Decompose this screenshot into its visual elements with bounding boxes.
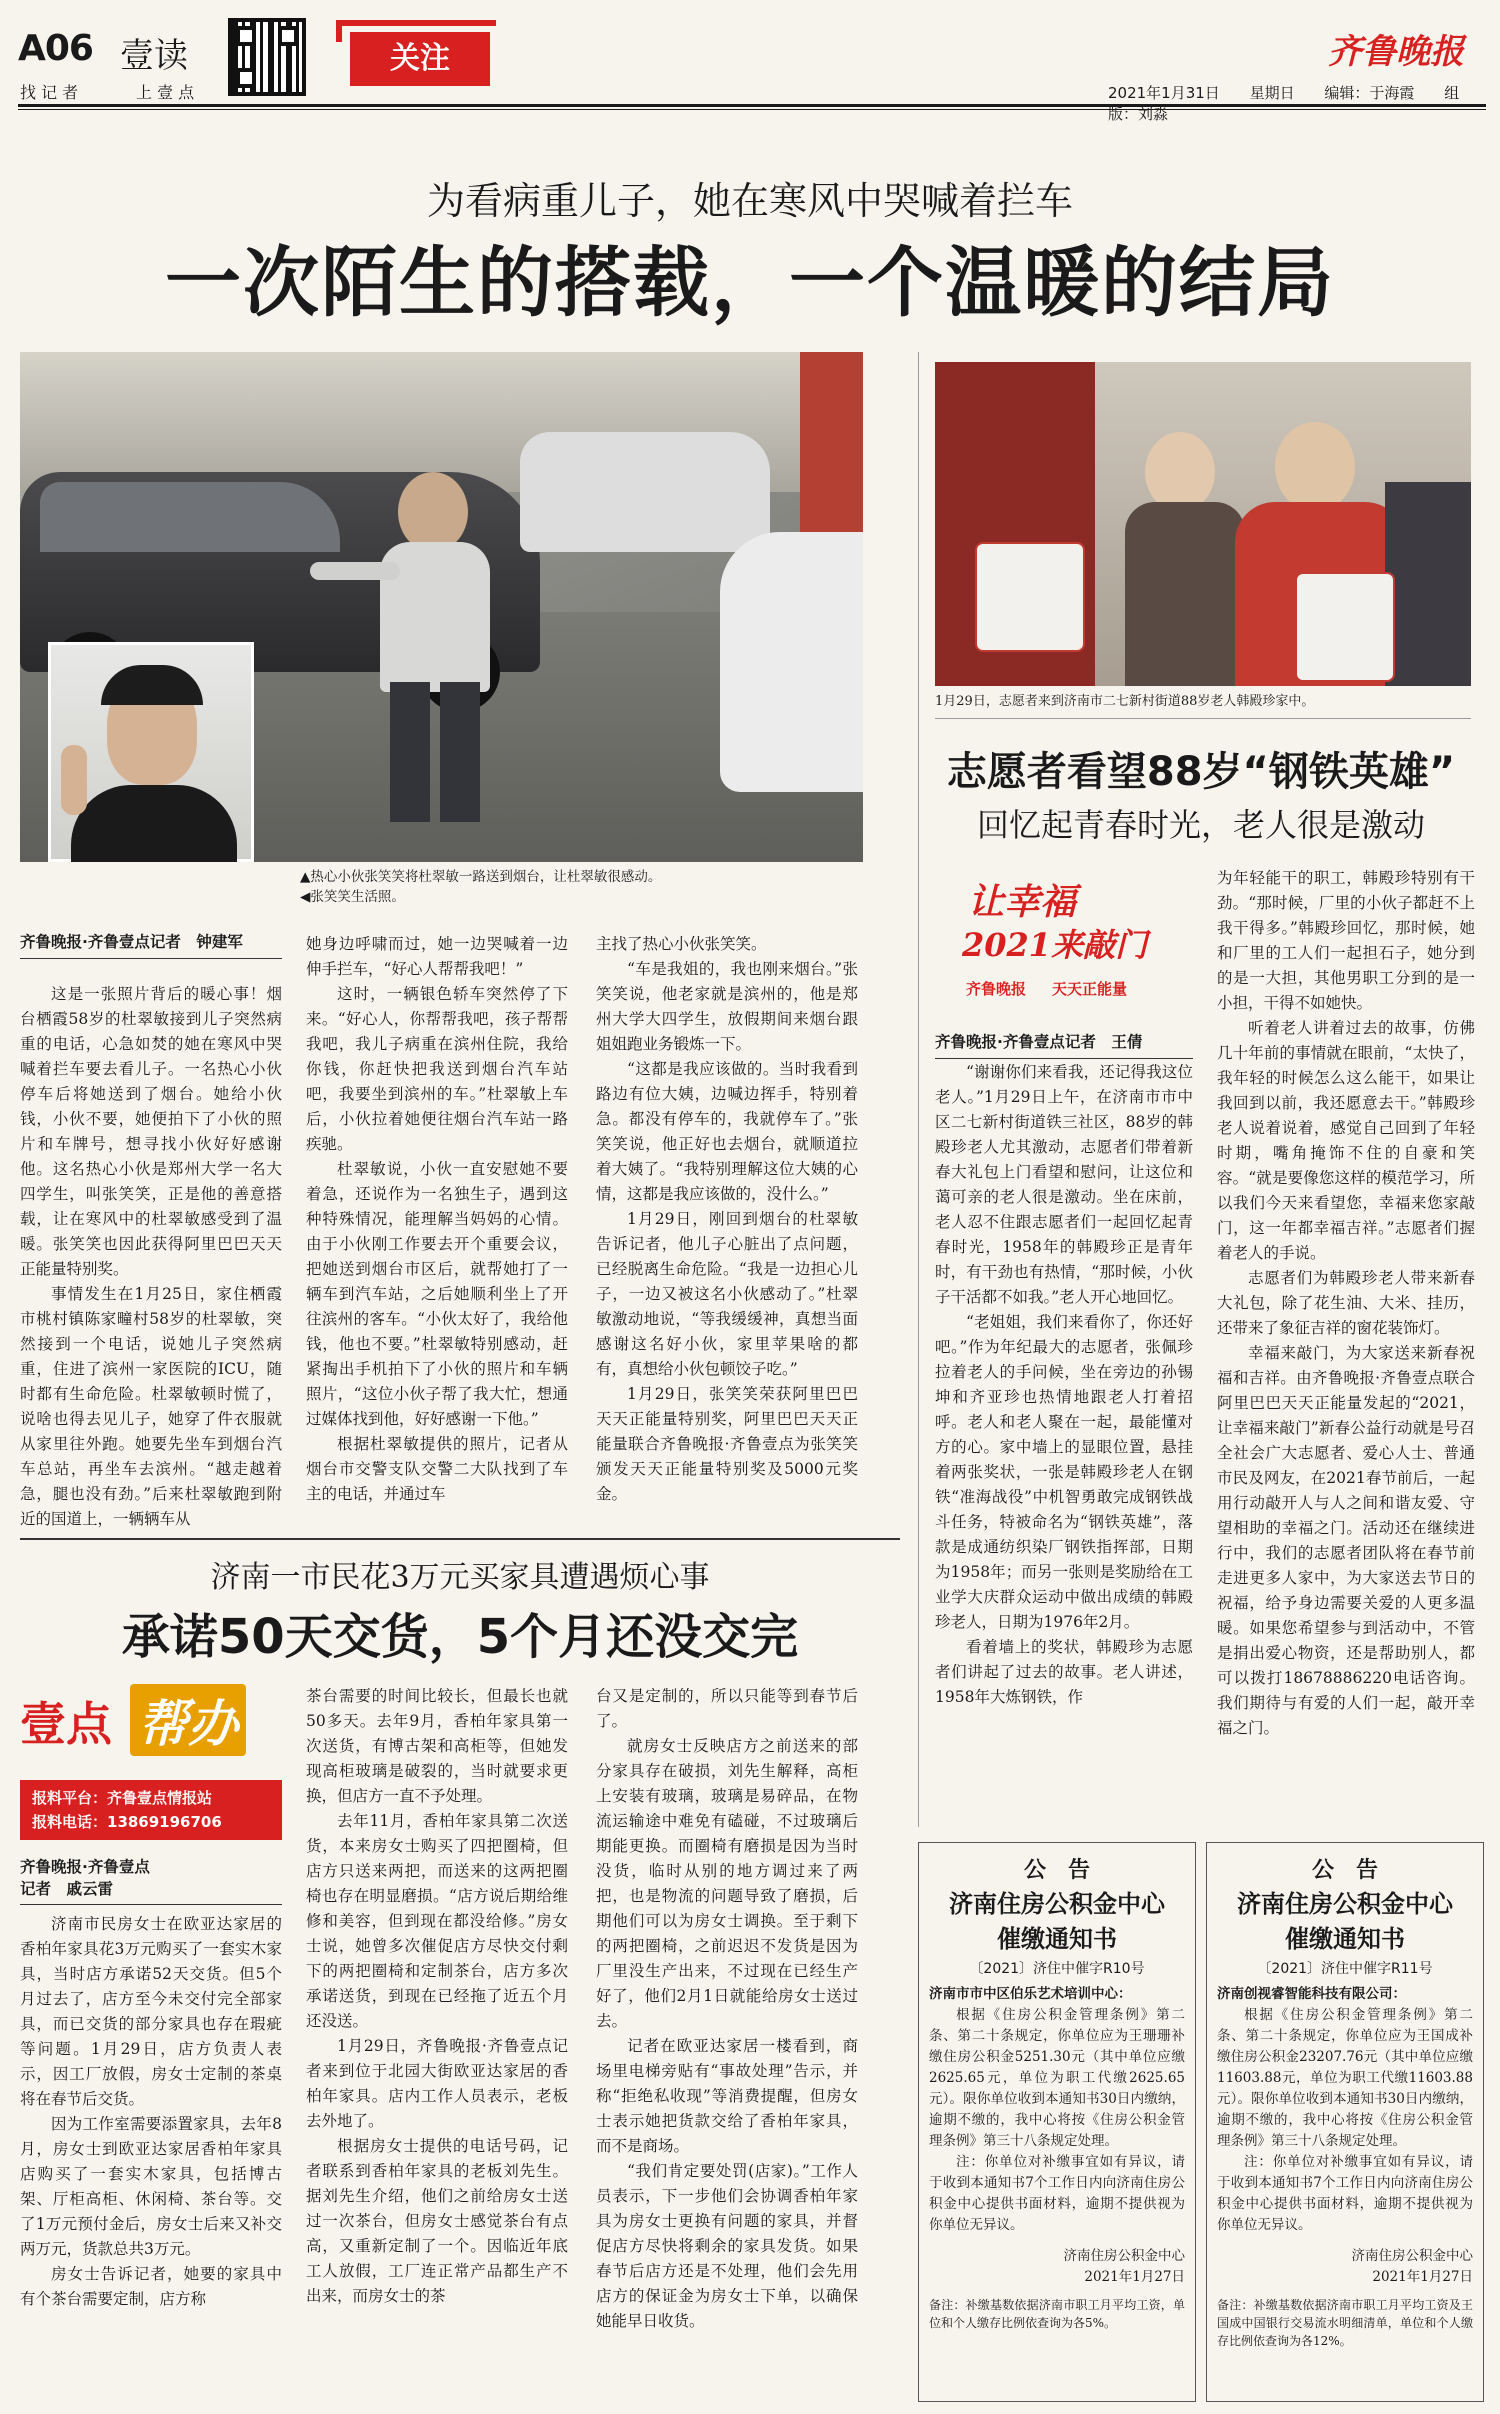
second-kicker: 济南一市民花3万元买家具遭遇烦心事 bbox=[210, 1560, 710, 1595]
notice-1-date: 2021年1月27日 bbox=[1084, 2269, 1185, 2285]
lead-col3-p2: “车是我姐的，我也刚来烟台。”张笑笑说，他老家就是滨州的，他是郑州大学大四学生，放假期间来烟台跟姐姐跑业务锻炼一下。 bbox=[596, 960, 858, 1053]
lead-col2-p2: 这时，一辆银色轿车突然停了下来。“好心人，你帮帮我吧，孩子帮帮我吧，我儿子病重在滨州住院，我给你钱，你赶快把我送到烟台汽车站吧，我要坐到滨州的车。”杜翠敏上车后，小伙拉着她便往烟台汽车站一路疾驰。 bbox=[306, 985, 568, 1153]
tag-corner-line-top bbox=[336, 20, 496, 26]
notice-1-recipient: 济南市市中区伯乐艺术培训中心： bbox=[929, 1986, 1132, 2002]
second-col3-p4: “我们肯定要处罚(店家)。”工作人员表示，下一步他们会协调香柏年家具为房女士更换有问题的家具，并督促店方尽快将剩余的家具发货。如果春节后店方还是不处理，他们会先用店方的保证金为房女士下单，以确保她能早日收货。 bbox=[596, 2162, 858, 2330]
notice-1-sign: 济南住房公积金中心 bbox=[1063, 2248, 1185, 2264]
issue-date: 2021年1月31日 bbox=[1108, 84, 1220, 102]
lead-column-1 bbox=[20, 982, 282, 1532]
lead-headline: 一次陌生的搭载，一个温暖的结局 bbox=[165, 238, 1335, 327]
right-colb-p4: 幸福来敲门，为大家送来新春祝福和吉祥。由齐鲁晚报·齐鲁壹点联合阿里巴巴天天正能量发起的“2021，让幸福来敲门”新春公益行动就是号召全社会广大志愿者、爱心人士、普通市民及网友，在2021春节前后，一起用行动敲开人与人之间和谐友爱、守望相助的幸福之门。活动还在继续进行中，我们的志愿者团队将在春节前走进更多人家中，为大家送去节日的祝福，给予身边需要关爱的人更多温暖。如果您希望参与到活动中，不管是捐出爱心物资，还是帮助别人，都可以拨打18678886220电话咨询。我们期待与有爱的人们一起，敲开幸福之门。 bbox=[1217, 1344, 1475, 1737]
notice-2-body: 根据《住房公积金管理条例》第二条、第二十条规定，你单位应为王国成补缴住房公积金23207.76元（其中单位应缴11603.88元，单位为职工代缴11603.88元）。限你单位收到本通知书30日内缴纳，逾期不缴的，我中心将按《住房公积金管理条例》第三十八条规定处理。 bbox=[1217, 2007, 1473, 2149]
second-col1-p1: 济南市民房女士在欧亚达家居的香柏年家具花3万元购买了一套实木家具，当时店方承诺52天交货。但5个月过去了，店方至今未交付完全部家具，而已交货的部分家具也存在瑕疵等问题。1月29日，店方负责人表示，因工厂放假，房女士定制的茶桌将在春节后交货。 bbox=[20, 1915, 282, 2108]
badge-line-1: 让幸福 bbox=[968, 881, 1077, 923]
lead-caption-2: ◀张笑笑生活照。 bbox=[300, 889, 405, 905]
lead-col3-p5: 1月29日，张笑笑荣获阿里巴巴天天正能量特别奖，阿里巴巴天天正能量联合齐鲁晚报·齐鲁壹点为张笑笑颁发天天正能量特别奖及5000元奖金。 bbox=[596, 1385, 858, 1503]
report-info-box bbox=[20, 1780, 282, 1840]
lead-col2-p4: 根据杜翠敏提供的照片，记者从烟台市交警支队交警二大队找到了车主的电话，并通过车 bbox=[306, 1435, 568, 1503]
report-phone[interactable]: 报料电话：13869196706 bbox=[32, 1813, 222, 1831]
notice-1-title: 公 告 bbox=[1023, 1858, 1090, 1883]
lead-column-3 bbox=[596, 932, 858, 1507]
notice-2-note: 注：你单位对补缴事宜如有异议，请于收到本通知书7个工作日内向济南住房公积金中心提供书面材料，逾期不提供视为你单位无异议。 bbox=[1217, 2154, 1473, 2233]
right-subhead: 回忆起青春时光，老人很是激动 bbox=[976, 806, 1425, 844]
right-photo-caption: 1月29日，志愿者来到济南市二七新村街道88岁老人韩殿珍家中。 bbox=[935, 694, 1315, 709]
campaign-badge bbox=[948, 866, 1148, 1026]
notice-1-footnote: 备注：补缴基数依据济南市职工月平均工资，单位和个人缴存比例依查询为各5%。 bbox=[929, 2298, 1185, 2330]
second-column-2 bbox=[306, 1684, 568, 2309]
section-name: 壹读 bbox=[120, 36, 188, 76]
right-cola-p2: “老姐姐，我们来看你了，你还好吧。”作为年纪最大的志愿者，张佩珍拉着老人的手问候，坐在旁边的孙锡坤和齐亚珍也热情地跟老人打着招呼。老人和老人聚在一起，最能懂对方的心。家中墙上的显眼位置，悬挂着两张奖状，一张是韩殿珍老人在钢铁“准海战役”中机智勇敢完成钢铁战斗任务，特被命名为“钢铁英雄”，落款是成通纺织染厂钢铁指挥部，日期为1958年；而另一张则是奖励给在工业学大庆群众运动中做出成绩的韩殿珍老人，日期为1976年2月。 bbox=[935, 1313, 1193, 1631]
notice-2-sign: 济南住房公积金中心 bbox=[1351, 2248, 1473, 2264]
lead-column-2 bbox=[306, 932, 568, 1507]
notice-1-doc: 催缴通知书 bbox=[997, 1925, 1117, 1953]
lead-photo bbox=[20, 352, 863, 862]
lead-kicker: 为看病重儿子，她在寒风中哭喊着拦车 bbox=[426, 179, 1073, 223]
second-col3-p3: 记者在欧亚达家居一楼看到，商场里电梯旁贴有“事故处理”告示，并称“拒绝私收现”等消费提醒，但房女士表示她把货款交给了香柏年家具，而不是商场。 bbox=[596, 2037, 858, 2155]
notice-2-title: 公 告 bbox=[1311, 1858, 1378, 1883]
help-logo-part-2: 帮办 bbox=[130, 1684, 246, 1756]
lead-col1-p1: 这是一张照片背后的暖心事！烟台栖霞58岁的杜翠敏接到儿子突然病重的电话，心急如焚的她在寒风中哭喊着拦车要去看儿子。一名热心小伙停车后将她送到了烟台。她给小伙钱，小伙不要，她便拍下了小伙的照片和车牌号，想寻找小伙好好感谢他。这名热心小伙是郑州大学一名大四学生，叫张笑笑，正是他的善意搭载，让在寒风中的杜翠敏感受到了温暖。张笑笑也因此获得阿里巴巴天天正能量特别奖。 bbox=[20, 985, 282, 1278]
lead-col3-p4: 1月29日，刚回到烟台的杜翠敏告诉记者，他儿子心脏出了点问题，已经脱离生命危险。“我是一边担心儿子，一边又被这名小伙感动了。”杜翠敏激动地说，“等我缓缓神，真想当面感谢这名好小伙，家里苹果啥的都有，真想给小伙包顿饺子吃。” bbox=[596, 1210, 858, 1378]
right-column-b bbox=[1217, 866, 1475, 1741]
page-number: A06 bbox=[18, 28, 93, 69]
right-colb-p3: 志愿者们为韩殿珍老人带来新春大礼包，除了花生油、大米、挂历，还带来了象征吉祥的窗花装饰灯。 bbox=[1217, 1269, 1475, 1337]
badge-brand-1: 齐鲁晚报 bbox=[966, 980, 1027, 998]
second-col2-p1: 茶台需要的时间比较长，但最长也就50多天。去年9月，香柏年家具第一次送货，有博古架和高柜等，但她发现高柜玻璃是破裂的，当时就要求更换，但店方一直不予处理。 bbox=[306, 1687, 568, 1805]
inset-portrait bbox=[48, 642, 254, 862]
lead-col3-p1: 主找了热心小伙张笑笑。 bbox=[596, 935, 767, 953]
second-col1-p2: 因为工作室需要添置家具，去年8月，房女士到欧亚达家居香柏年家具店购买了一套实木家具，包括博古架、厅柜高柜、休闲椅、茶台等。交了1万元预付金后，房女士后来又补交两万元，货款总共3万元。 bbox=[20, 2115, 282, 2258]
second-column-3 bbox=[596, 1684, 858, 2334]
notice-1-body: 根据《住房公积金管理条例》第二条、第二十条规定，你单位应为王珊珊补缴住房公积金5251.30元（其中单位应缴2625.65元，单位为职工代缴2625.65元）。限你单位收到本通知书30日内缴纳，逾期不缴的，我中心将按《住房公积金管理条例》第三十八条规定处理。 bbox=[929, 2007, 1185, 2149]
help-column-logo bbox=[20, 1684, 282, 1780]
qr-code-icon[interactable] bbox=[228, 18, 306, 96]
lead-col2-p1: 她身边呼啸而过，她一边哭喊着一边伸手拦车，“好心人帮帮我吧！” bbox=[306, 935, 568, 978]
right-cola-p3: 看着墙上的奖状，韩殿珍为志愿者们讲起了过去的故事。老人讲述，1958年大炼钢铁，作 bbox=[935, 1638, 1193, 1706]
right-colb-p2: 听着老人讲着过去的故事，仿佛几十年前的事情就在眼前，“太快了，我年轻的时候怎么这么能干，如果让我回到以前，我还愿意去干。”韩殿珍老人说着说着，感觉自己回到了年轻时期，嘴角掩饰不住的自豪和笑容。“就是要像您这样的模范学习，所以我们今天来看望您，幸福来您家敲门，这一年都幸福吉祥。”志愿者们握着老人的手说。 bbox=[1217, 1019, 1475, 1262]
lead-col1-p2: 事情发生在1月25日，家住栖霞市桃村镇陈家疃村58岁的杜翠敏，突然接到一个电话，说她儿子突然病重，住进了滨州一家医院的ICU，随时都有生命危险。杜翠敏顿时慌了，说啥也得去见儿子，她穿了件衣服就从家里往外跑。她要先坐车到烟台汽车总站，再坐车去滨州。“越走越着急，腿也没有劲。”后来杜翠敏跑到附近的国道上，一辆辆车从 bbox=[20, 1285, 282, 1528]
second-col2-p4: 根据房女士提供的电话号码，记者联系到香柏年家具的老板刘先生。据刘先生介绍，他们之前给房女士送过一次茶台，但房女士感觉茶台有点高，又重新定制了一个。因临近年底工人放假，工厂连正常产品都生产不出来，而房女士的茶 bbox=[306, 2137, 568, 2305]
second-story-rule bbox=[20, 1538, 900, 1540]
second-byline-1: 齐鲁晚报·齐鲁壹点 bbox=[20, 1858, 150, 1876]
second-col2-p3: 1月29日，齐鲁晚报·齐鲁壹点记者来到位于北园大街欧亚达家居的香柏年家具。店内工作人员表示，老板去外地了。 bbox=[306, 2037, 568, 2130]
second-column-1 bbox=[20, 1912, 282, 2312]
second-byline bbox=[20, 1856, 282, 1905]
badge-brand-2: 天天正能量 bbox=[1052, 980, 1128, 998]
second-col1-p3: 房女士告诉记者，她要的家具中有个茶台需要定制，店方称 bbox=[20, 2265, 282, 2308]
help-logo-part-1: 壹点 bbox=[20, 1697, 112, 1751]
right-byline: 齐鲁晚报·齐鲁壹点记者 王倩 bbox=[935, 1030, 1193, 1059]
section-tag: 关注 bbox=[350, 32, 490, 86]
notice-2-org: 济南住房公积金中心 bbox=[1237, 1890, 1453, 1918]
notice-1 bbox=[918, 1842, 1196, 2402]
lead-col2-p3: 杜翠敏说，小伙一直安慰她不要着急，还说作为一名独生子，遇到这种特殊情况，能理解当妈妈的心情。由于小伙刚工作要去开个重要会议，把她送到烟台市区后，就帮她打了一辆车到汽车站，之后她顺利坐上了开往滨州的客车。“小伙太好了，我给他钱，他也不要。”杜翠敏特别感动，赶紧掏出手机拍下了小伙的照片和车辆照片，“这位小伙子帮了我大忙，想通过媒体找到他，好好感谢一下他。” bbox=[306, 1160, 568, 1428]
weekday: 星期日 bbox=[1249, 84, 1295, 102]
newspaper-logo: 齐鲁晚报 bbox=[1328, 32, 1464, 72]
notice-2-date: 2021年1月27日 bbox=[1372, 2269, 1473, 2285]
lead-caption-1: ▲热心小伙张笑笑将杜翠敏一路送到烟台，让杜翠敏很感动。 bbox=[300, 869, 662, 885]
notice-2-footnote: 备注：补缴基数依据济南市职工月平均工资及王国成中国银行交易流水明细清单，单位和个人缴存比例依查询为各12%。 bbox=[1217, 2298, 1473, 2348]
layout-editor: 组版：刘淼 bbox=[1108, 84, 1460, 123]
right-photo-rule bbox=[935, 718, 1471, 719]
notice-2-recipient: 济南创视睿智能科技有限公司： bbox=[1217, 1986, 1406, 2002]
header-meta bbox=[1108, 82, 1486, 124]
right-cola-p1: “谢谢你们来看我，还记得我这位老人。”1月29日上午，在济南市市中区二七新村街道铁三社区，88岁的韩殿珍老人尤其激动，志愿者们带着新春大礼包上门看望和慰问，让这位和蔼可亲的老人很是激动。坐在床前，老人忍不住跟志愿者们一起回忆起青春时光，1958年的韩殿珍正是青年时，有干劲也有热情，“那时候，小伙子干活都不如我。”老人开心地回忆。 bbox=[935, 1063, 1193, 1306]
notice-1-note: 注：你单位对补缴事宜如有异议，请于收到本通知书7个工作日内向济南住房公积金中心提供书面材料，逾期不提供视为你单位无异议。 bbox=[929, 2154, 1185, 2233]
right-column-a bbox=[935, 1060, 1193, 1710]
badge-line-2: 2021来敲门 bbox=[962, 926, 1148, 964]
notice-2 bbox=[1206, 1842, 1484, 2402]
right-colb-p1: 为年轻能干的职工，韩殿珍特别有干劲。“那时候，厂里的小伙子都赶不上我干得多。”韩殿珍回忆，那时候，她和厂里的工人们一起担石子，她分到的是一大担，其他男职工分到的是一小担，干得不如她快。 bbox=[1217, 869, 1475, 1012]
lead-byline: 齐鲁晚报·齐鲁壹点记者 钟建军 bbox=[20, 930, 282, 959]
slogan-left: 找 记 者 bbox=[20, 83, 79, 102]
notice-1-code: 〔2021〕济住中催字R10号 bbox=[969, 1961, 1145, 1977]
second-col3-p1: 台又是定制的，所以只能等到春节后了。 bbox=[596, 1687, 858, 1730]
second-col3-p2: 就房女士反映店方之前送来的部分家具存在破损，刘先生解释，高柜上安装有玻璃，玻璃是易碎品，在物流运输途中难免有磕碰，不过玻璃后期能更换。而圈椅有磨损是因为当时没货，临时从别的地方调过来了两把，也是物流的问题导致了磨损，后期他们可以为房女士调换。至于剩下的两把圈椅，之前迟迟不发货是因为厂里没生产出来，不过现在已经生产好了，他们2月1日就能给房女士送过去。 bbox=[596, 1737, 858, 2030]
second-col2-p2: 去年11月，香柏年家具第二次送货，本来房女士购买了四把圈椅，但店方只送来两把，而送来的这两把圈椅也存在明显磨损。“店方说后期给维修和美容，但到现在都没给修。”房女士说，她曾多次催促店方尽快交付剩下的两把圈椅和定制茶台，店方多次承诺送货，到现在已经拖了近五个月还没送。 bbox=[306, 1812, 568, 2030]
slogan-right: 上 壹 点 bbox=[136, 83, 195, 102]
second-headline: 承诺50天交货，5个月还没交完 bbox=[121, 1609, 799, 1665]
notice-1-org: 济南住房公积金中心 bbox=[949, 1890, 1165, 1918]
right-photo bbox=[935, 362, 1471, 686]
notice-2-code: 〔2021〕济住中催字R11号 bbox=[1257, 1961, 1433, 1977]
notice-2-doc: 催缴通知书 bbox=[1285, 1925, 1405, 1953]
right-headline: 志愿者看望88岁“钢铁英雄” bbox=[946, 749, 1456, 795]
report-platform: 报料平台：齐鲁壹点情报站 bbox=[32, 1789, 213, 1807]
page-header bbox=[18, 18, 1486, 123]
second-byline-2: 记者 戚云雷 bbox=[20, 1880, 114, 1898]
lead-col3-p3: “这都是我应该做的。当时我看到路边有位大姨，边喊边挥手，特别着急。都没有停车的，我就停车了。”张笑笑说，他正好也去烟台，就顺道拉着大姨了。“我特别理解这位大姨的心情，这都是我应该做的，没什么。” bbox=[596, 1060, 858, 1203]
editor: 编辑：于海霞 bbox=[1324, 84, 1415, 102]
header-rule bbox=[18, 104, 1486, 110]
